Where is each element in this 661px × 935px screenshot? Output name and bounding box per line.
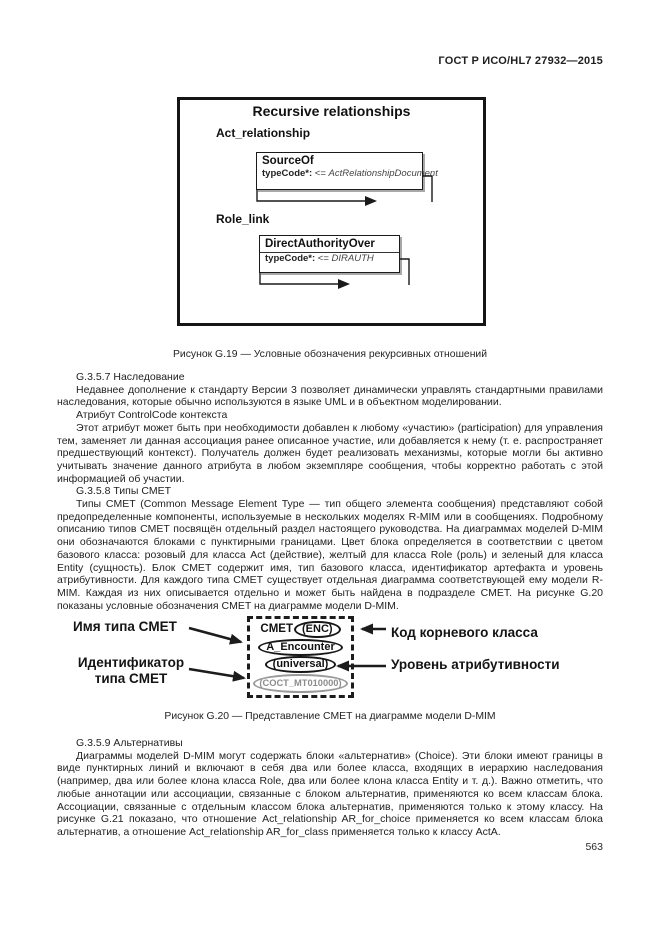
dao-attr-value: DIRAUTH (331, 253, 374, 264)
cmet-artifact-id-oval: (COCT_MT010000) (253, 674, 347, 693)
paragraph-g358-1: Типы CMET (Common Message Element Type — тип общего элемента сообщения) представляют собой предопределенные компоненты, используемые в нескольких моделях R-MIM или в сообщениях. Подробному описанию типов CMET посвящён отдельный раздел настоящего руководства. На диаграммах моделей D-MIM они обозначаются блоками с пунктирными границами. Цвет блока определяется в соответствии с цветом базового класса: розовый для класса Act (действие), желтый для класса Role (роль) и зеленый для класса Entity (сущность). Блок CMET содержит имя, тип базового класса, идентификатор артефакта и уровень атрибутивности. Для каждого типа CMET существует отдельная диаграмма соответствующей ему модели R-MIM. Каждая из них описывается отдельно и может быть найдена в подразделе CMET. На рисунке G.20 показаны условные обозначения CMET на диаграмме модели D-MIM. (57, 498, 603, 612)
figure-g20-caption: Рисунок G.20 — Представление CMET на диаграмме модели D-MIM (164, 711, 496, 722)
cmet-root-code-oval: (ENC) (294, 621, 341, 638)
subheading-controlcode: Атрибут ControlCode контекста (76, 409, 228, 422)
dao-recursive-arrow-step (400, 259, 409, 285)
heading-g358: G.3.5.8 Типы CMET (76, 485, 172, 498)
dao-attr-op: <= (317, 253, 332, 264)
figure-g19-caption: Рисунок G.19 — Условные обозначения рекурсивных отношений (172, 349, 488, 360)
paragraph-g359-1: Диаграммы моделей D-MIM могут содержать блоки «альтернатив» (Choice). Эти блоки имеют границы в виде пунктирных линий и включают в себя два или более класса, входящих в иерархию наследования (например, два или более клона класса Role, два или более клона класса Entity и т. д.). Важно отметить, что любые аннотации или ассоциации, связанные с блоком альтернатив, применяются ко всем классам блока. Ассоциации, связанные с отдельным классом блока альтернатив, применяются только к этому классу. На рисунке G.21 показано, что отношение Act_relationship AR_for_choice применяется ко всем классам блока альтернатив, а отношение Act_relationship AR_for_class применяется только к классу ActA. (57, 749, 603, 838)
heading-g359: G.3.5.9 Альтернативы (76, 737, 183, 749)
sourceof-recursive-arrow (257, 190, 375, 201)
cmet-name-callout-label: Имя типа CMET (73, 619, 177, 634)
cmet-callout-arrows-overlay (57, 613, 605, 707)
cmet-id-callout-line2: типа CMET (94, 670, 168, 686)
name-callout-arrow (189, 628, 241, 642)
sourceof-attr-op: <= (314, 168, 329, 179)
cmet-id-callout-line1: Идентификатор (77, 655, 185, 670)
dao-attr-name: typeCode*: (265, 253, 316, 264)
body-text-block-a (57, 371, 603, 612)
sourceof-name: SourceOf (262, 155, 314, 167)
document-header: ГОСТ Р ИСО/HL7 27932—2015 (438, 55, 603, 67)
sourceof-attr-value: ActRelationshipDocument (328, 168, 438, 179)
recursive-arrows-overlay (180, 100, 483, 323)
paragraph-g357-2: Этот атрибут может быть при необходимости добавлен к любому «участию» (participation) для управления тем, заменяет ли данная ассоциация ранее описанное участие, или добавляется к нему (т. е. распространяет предшествующий контекст). Получатель должен будет реализовать механизмы, которые могли бы активно учитывать значение данного атрибута в любом экземпляре сообщения, чтобы корректно работать с этой информацией об участии. (57, 421, 603, 485)
figure-g19-title: Recursive relationships (252, 103, 411, 119)
paragraph-g357-1: Недавнее дополнение к стандарту Версии 3 позволяет динамически управлять стандартными правилами наследования, которые обычно используются в языке UML и в объектном моделировании. (57, 383, 603, 409)
page-number: 563 (585, 841, 603, 853)
dao-name: DirectAuthorityOver (260, 238, 399, 253)
figure-g19-recursive-relationships (177, 97, 486, 326)
dao-recursive-arrow (260, 273, 348, 284)
body-text-block-b (57, 737, 603, 839)
heading-g357: G.3.5.7 Наследование (76, 371, 185, 383)
id-callout-arrow (189, 669, 244, 678)
root-class-code-callout-label: Код корневого класса (391, 625, 538, 640)
figure-g20-cmet-representation (57, 613, 605, 707)
sourceof-attr-name: typeCode*: (262, 168, 313, 179)
role-link-label: Role_link (216, 212, 270, 226)
cmet-word: CMET (260, 622, 294, 635)
cmet-attribution-level-oval: (universal) (265, 656, 337, 673)
attribution-level-callout-label: Уровень атрибутивности (391, 657, 560, 672)
act-relationship-label: Act_relationship (216, 126, 311, 140)
sourceof-recursive-arrow-step (423, 176, 432, 202)
cmet-type-name-oval: A_Encounter (258, 639, 342, 656)
